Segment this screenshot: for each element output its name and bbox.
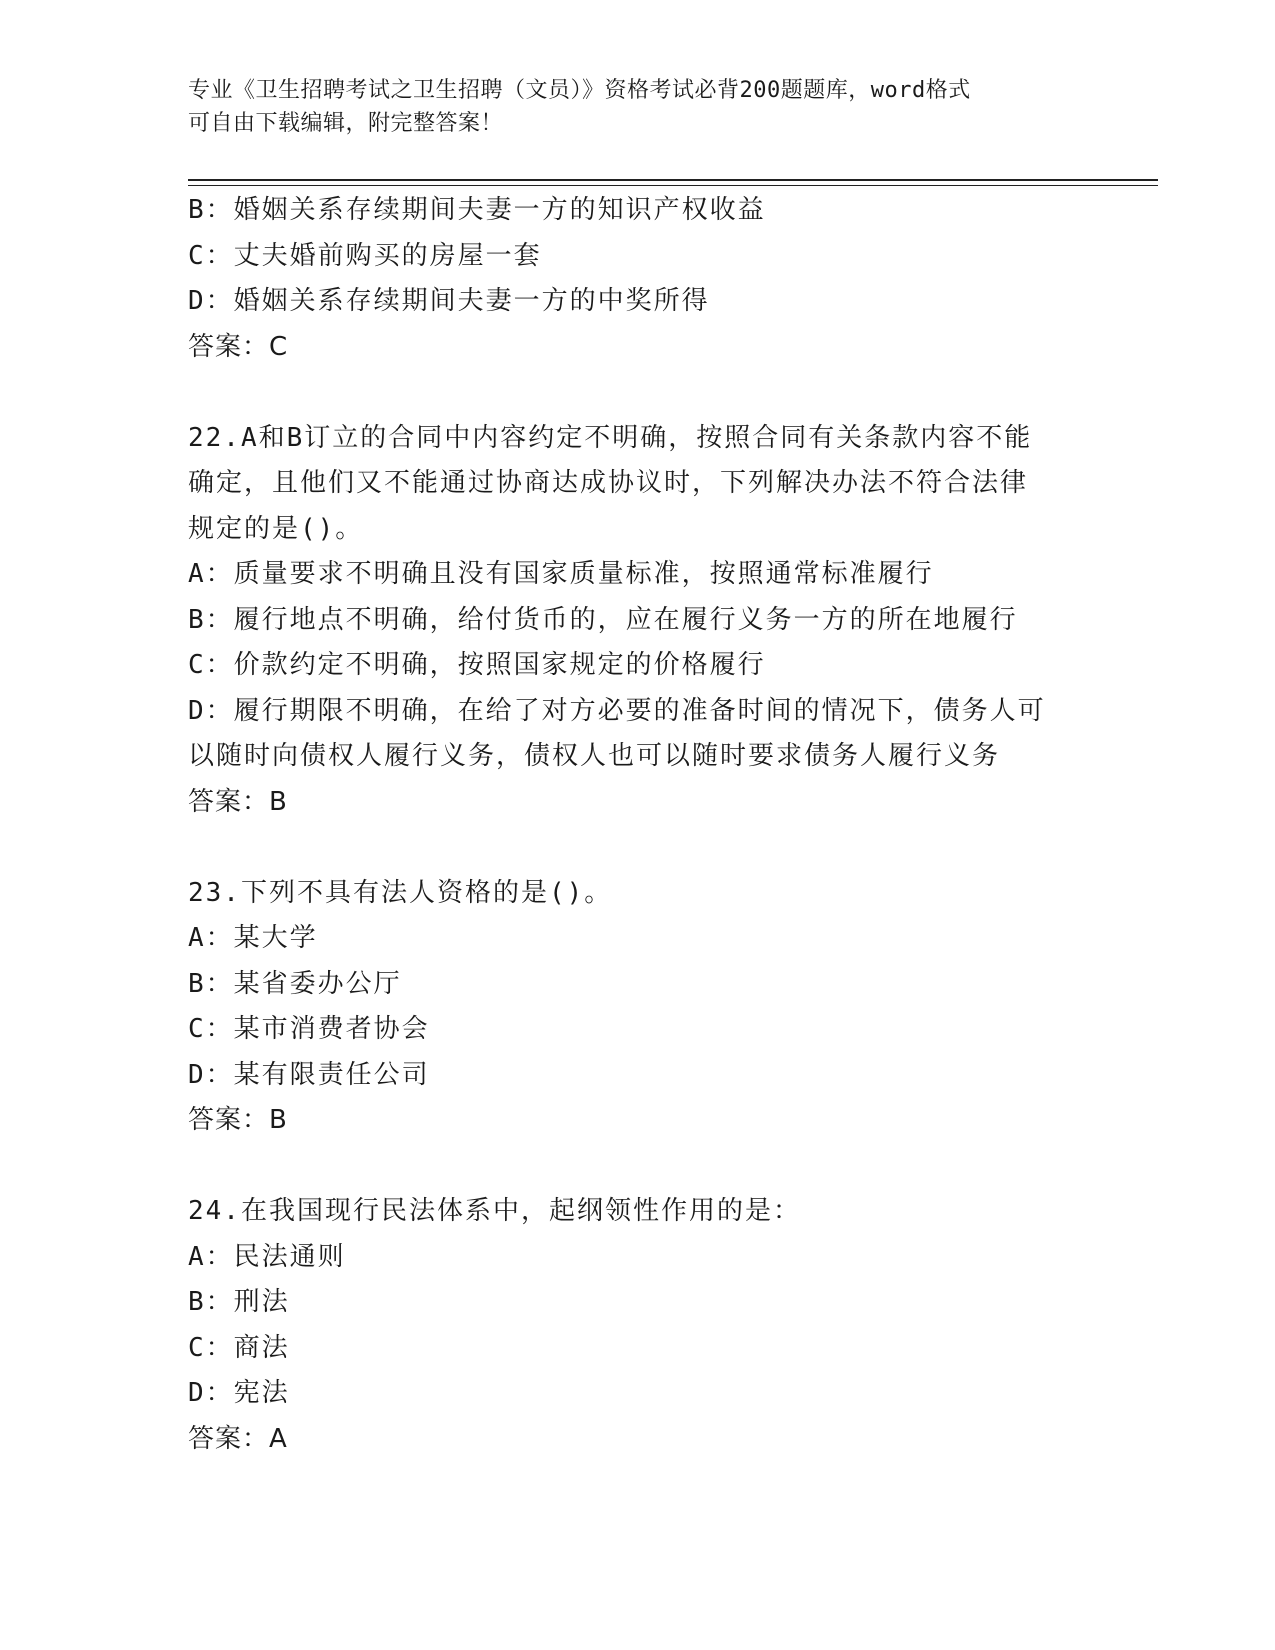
- option-b: B：某省委办公厅: [188, 968, 402, 999]
- option-d: D：宪法: [188, 1378, 290, 1408]
- option-a: A：某大学: [188, 923, 318, 953]
- option-a: A：质量要求不明确且没有国家质量标准，按照通常标准履行: [188, 559, 934, 589]
- option-d: D：婚姻关系存续期间夫妻一方的中奖所得: [188, 286, 710, 316]
- question-stem-line-2: 确定，且他们又不能通过协商达成协议时，下列解决办法不符合法律: [188, 468, 1029, 498]
- spacer: [188, 825, 1088, 871]
- question-23: [188, 871, 1088, 1144]
- spacer: [188, 1144, 1088, 1190]
- option-a: A：民法通则: [188, 1241, 346, 1272]
- question-stem-line-1: 22.A和B订立的合同中内容约定不明确，按照合同有关条款内容不能: [188, 422, 1033, 453]
- question-stem: 24.在我国现行民法体系中，起纲领性作用的是：: [188, 1196, 801, 1226]
- answer: 答案：A: [188, 1423, 288, 1454]
- option-b: B：刑法: [188, 1287, 290, 1317]
- option-b: B：履行地点不明确，给付货币的，应在履行义务一方的所在地履行: [188, 604, 1018, 635]
- document-header: [188, 74, 1088, 140]
- question-24: [188, 1189, 1088, 1462]
- header-divider-thin: [188, 185, 1158, 186]
- option-b: B：婚姻关系存续期间夫妻一方的知识产权收益: [188, 195, 766, 225]
- option-d-line-1: D：履行期限不明确，在给了对方必要的准备时间的情况下，债务人可: [188, 695, 1046, 726]
- answer: 答案：B: [188, 1105, 288, 1135]
- option-c: C：某市消费者协会: [188, 1014, 430, 1044]
- question-22: [188, 416, 1088, 826]
- answer: 答案：B: [188, 786, 288, 817]
- spacer: [188, 370, 1088, 416]
- answer: 答案：C: [188, 331, 289, 362]
- option-c: C：商法: [188, 1332, 290, 1363]
- question-stem: 23.下列不具有法人资格的是()。: [188, 877, 613, 908]
- option-c: C：价款约定不明确，按照国家规定的价格履行: [188, 650, 766, 680]
- header-title-line-2: 可自由下载编辑，附完整答案！: [188, 111, 504, 136]
- question-stem-line-3: 规定的是()。: [188, 513, 364, 544]
- option-c: C：丈夫婚前购买的房屋一套: [188, 240, 542, 271]
- header-divider-thick: [188, 179, 1158, 181]
- header-title-line-1: 专业《卫生招聘考试之卫生招聘（文员）》资格考试必背200题题库，word格式: [188, 78, 971, 103]
- question-list: [188, 188, 1088, 1462]
- question-21: [188, 188, 1088, 370]
- option-d: D：某有限责任公司: [188, 1059, 430, 1090]
- option-d-line-2: 以随时向债权人履行义务，债权人也可以随时要求债务人履行义务: [188, 741, 1001, 771]
